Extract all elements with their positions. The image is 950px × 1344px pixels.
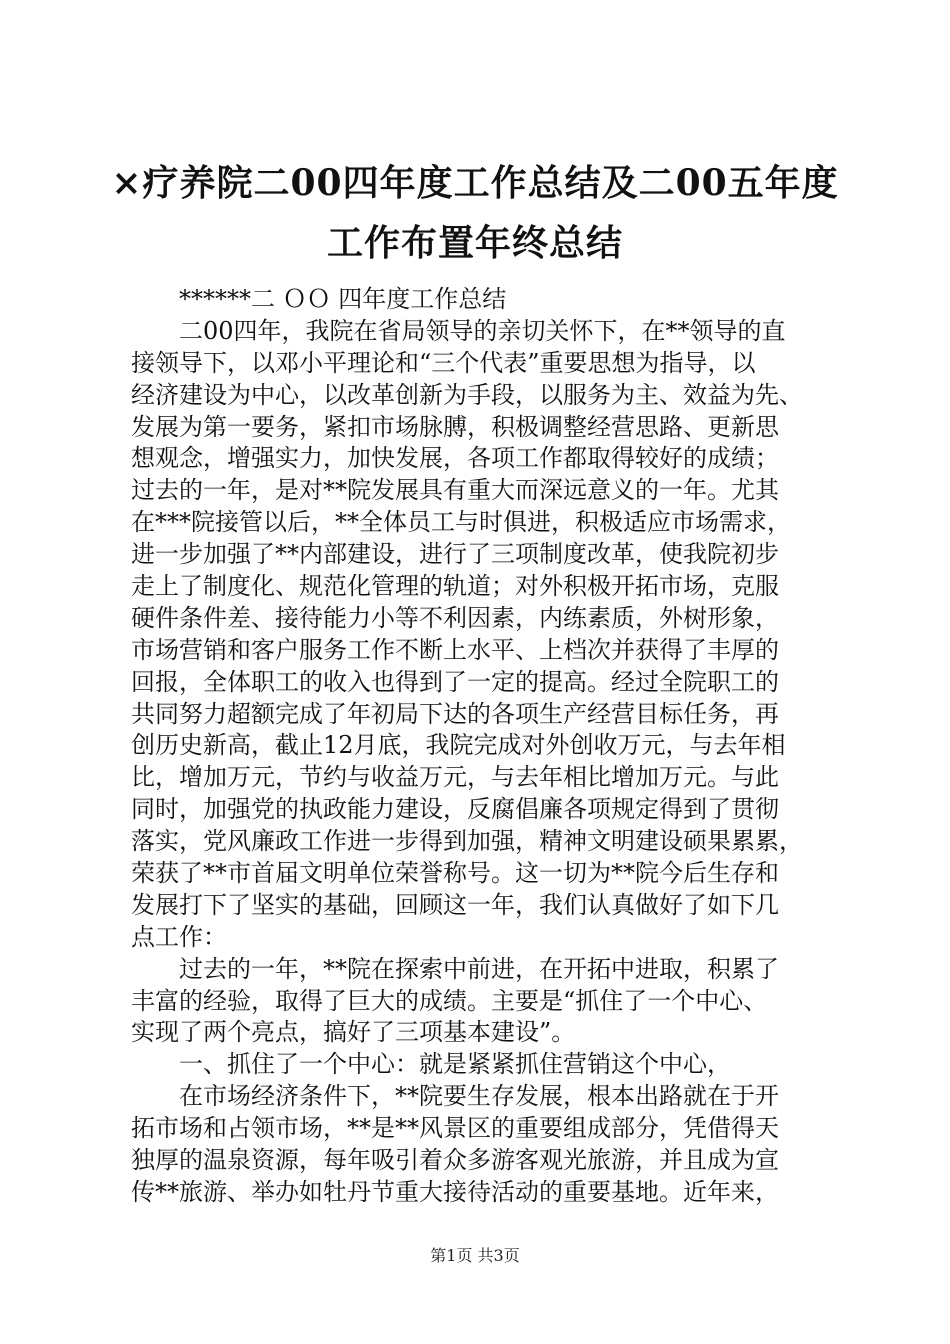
paragraph-line: 发展打下了坚实的基础，回顾这一年，我们认真做好了如下几 — [131, 890, 779, 919]
paragraph-line: 过去的一年，是对**院发展具有重大而深远意义的一年。尤其 — [131, 476, 779, 505]
paragraph-line: 比，增加万元，节约与收益万元，与去年相比增加万元。与此 — [131, 763, 779, 792]
paragraph-line: 市场营销和客户服务工作不断上水平、上档次并获得了丰厚的 — [131, 635, 779, 664]
paragraph-line: 创历史新高，截止12月底，我院完成对外创收万元，与去年相 — [131, 731, 786, 760]
paragraph-line: 拓市场和占领市场，**是**风景区的重要组成部分，凭借得天 — [131, 1114, 779, 1143]
section-heading: 一、抓住了一个中心：就是紧紧抓住营销这个中心， — [179, 1050, 731, 1079]
document-title-line-2: 工作布置年终总结 — [326, 222, 623, 264]
paragraph-line: 接领导下，以邓小平理论和“三个代表”重要思想为指导，以 — [131, 348, 756, 377]
paragraph-line: 同时，加强党的执政能力建设，反腐倡廉各项规定得到了贯彻 — [131, 795, 779, 824]
paragraph-line: 在***院接管以后，**全体员工与时俱进，积极适应市场需求， — [131, 508, 791, 537]
paragraph-line: 进一步加强了**内部建设，进行了三项制度改革，使我院初步 — [131, 540, 779, 569]
paragraph-line: 经济建设为中心，以改革创新为手段，以服务为主、效益为先、 — [131, 380, 803, 409]
section-heading: ******二 ＯＯ 四年度工作总结 — [179, 285, 507, 313]
paragraph-line: 荣获了**市首届文明单位荣誉称号。这一切为**院今后生存和 — [131, 859, 779, 888]
paragraph-line: 共同努力超额完成了年初局下达的各项生产经营目标任务，再 — [131, 699, 779, 728]
paragraph-line: 回报，全体职工的收入也得到了一定的提高。经过全院职工的 — [131, 667, 779, 696]
paragraph-line: 发展为第一要务，紧扣市场脉膊，积极调整经营思路、更新思 — [131, 412, 779, 441]
paragraph-line: 走上了制度化、规范化管理的轨道；对外积极开拓市场，克服 — [131, 572, 779, 601]
paragraph-line: 独厚的温泉资源，每年吸引着众多游客观光旅游，并且成为宣 — [131, 1146, 779, 1175]
paragraph-line: 点工作： — [131, 922, 227, 951]
document-body — [131, 284, 831, 1209]
paragraph-line: 过去的一年，**院在探索中前进，在开拓中进取，积累了 — [179, 954, 779, 983]
paragraph-line: 传**旅游、举办如牡丹节重大接待活动的重要基地。近年来， — [131, 1177, 779, 1206]
paragraph-line: 落实，党风廉政工作进一步得到加强，精神文明建设硕果累累， — [131, 827, 803, 856]
paragraph-line: 丰富的经验，取得了巨大的成绩。主要是“抓住了一个中心、 — [131, 986, 768, 1015]
paragraph-line: 想观念，增强实力，加快发展，各项工作都取得较好的成绩； — [131, 444, 779, 473]
paragraph-line: 在市场经济条件下，**院要生存发展，根本出路就在于开 — [179, 1082, 779, 1111]
paragraph-line: 二00四年，我院在省局领导的亲切关怀下，在**领导的直 — [179, 316, 786, 345]
paragraph-line: 实现了两个亮点，搞好了三项基本建设”。 — [131, 1018, 576, 1047]
document-title-line-1: ×疗养院二00四年度工作总结及二00五年度 — [111, 162, 839, 204]
page-number-footer: 第1页 共3页 — [430, 1246, 520, 1265]
paragraph-line: 硬件条件差、接待能力小等不利因素，内练素质，外树形象， — [131, 603, 779, 632]
